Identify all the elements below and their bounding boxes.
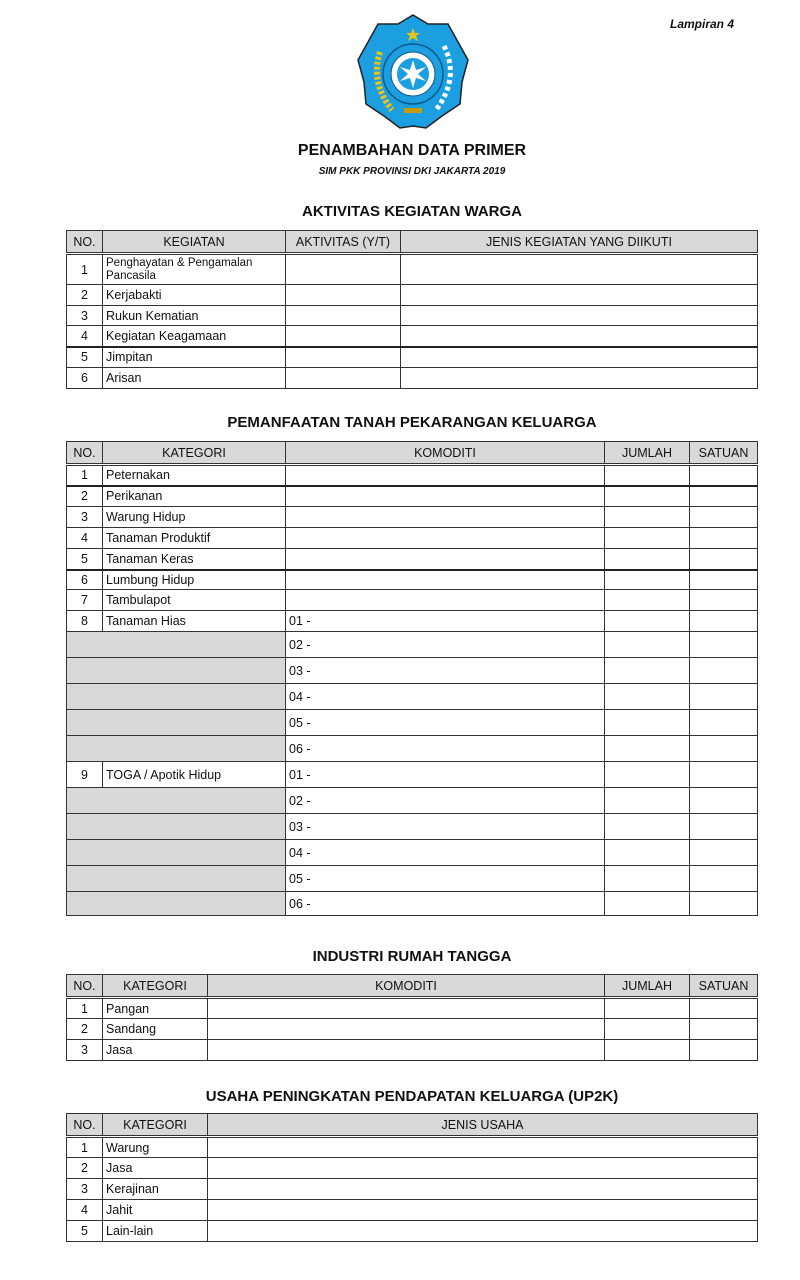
input-cell[interactable]	[690, 866, 758, 892]
table-row	[67, 840, 758, 866]
column-header: JENIS USAHA	[208, 1114, 758, 1137]
input-cell[interactable]	[286, 570, 605, 590]
row-number: 5	[67, 549, 103, 570]
column-header: KEGIATAN	[103, 231, 286, 254]
table-row	[67, 570, 758, 590]
input-cell[interactable]	[286, 285, 401, 306]
table-row	[67, 306, 758, 326]
pkk-logo	[356, 12, 470, 132]
row-label: Tanaman Produktif	[103, 528, 286, 549]
table-row	[67, 465, 758, 486]
table-row	[67, 1158, 758, 1179]
merged-gray-cell	[67, 892, 286, 916]
input-cell[interactable]	[286, 549, 605, 570]
table-row	[67, 684, 758, 710]
input-cell[interactable]	[605, 632, 690, 658]
input-cell[interactable]	[605, 611, 690, 632]
input-cell[interactable]	[690, 840, 758, 866]
input-cell[interactable]	[690, 892, 758, 916]
row-number: 6	[67, 368, 103, 389]
row-number: 6	[67, 570, 103, 590]
up2k-table	[66, 1113, 758, 1242]
table-row	[67, 1221, 758, 1242]
row-label: Tanaman Keras	[103, 549, 286, 570]
input-cell: 03 -	[286, 814, 605, 840]
table-row	[67, 254, 758, 285]
column-header: KATEGORI	[103, 975, 208, 998]
input-cell[interactable]	[286, 465, 605, 486]
input-cell[interactable]	[690, 684, 758, 710]
row-label: Warung	[103, 1137, 208, 1158]
merged-gray-cell	[67, 710, 286, 736]
table-row	[67, 736, 758, 762]
row-number: 4	[67, 1200, 103, 1221]
input-cell: 01 -	[286, 762, 605, 788]
column-header: AKTIVITAS (Y/T)	[286, 231, 401, 254]
input-cell[interactable]	[401, 347, 758, 368]
input-cell[interactable]	[690, 528, 758, 549]
input-cell[interactable]	[690, 632, 758, 658]
column-header: SATUAN	[690, 442, 758, 465]
table-row	[67, 368, 758, 389]
table-header-row	[67, 975, 758, 998]
column-header: JUMLAH	[605, 442, 690, 465]
row-number: 2	[67, 486, 103, 507]
input-cell[interactable]	[605, 814, 690, 840]
row-label: Lumbung Hidup	[103, 570, 286, 590]
column-header: JENIS KEGIATAN YANG DIIKUTI	[401, 231, 758, 254]
input-cell[interactable]	[401, 254, 758, 285]
input-cell[interactable]	[208, 1221, 758, 1242]
input-cell[interactable]	[605, 528, 690, 549]
row-label: Kerajinan	[103, 1179, 208, 1200]
section-title-aktivitas: AKTIVITAS KEGIATAN WARGA	[302, 203, 522, 220]
column-header: KOMODITI	[286, 442, 605, 465]
input-cell[interactable]	[605, 710, 690, 736]
row-label: TOGA / Apotik Hidup	[103, 762, 286, 788]
page-subtitle: SIM PKK PROVINSI DKI JAKARTA 2019	[318, 166, 506, 177]
input-cell[interactable]	[690, 507, 758, 528]
input-cell[interactable]	[605, 570, 690, 590]
input-cell[interactable]	[605, 762, 690, 788]
input-cell[interactable]	[605, 507, 690, 528]
input-cell[interactable]	[605, 549, 690, 570]
row-label: Jahit	[103, 1200, 208, 1221]
input-cell: 06 -	[286, 892, 605, 916]
input-cell[interactable]	[286, 347, 401, 368]
input-cell[interactable]	[690, 1019, 758, 1040]
input-cell[interactable]	[690, 710, 758, 736]
input-cell[interactable]	[690, 486, 758, 507]
row-number: 7	[67, 590, 103, 611]
row-number: 5	[67, 347, 103, 368]
row-label: Rukun Kematian	[103, 306, 286, 326]
table-row	[67, 892, 758, 916]
table-header-row	[67, 231, 758, 254]
input-cell[interactable]	[690, 788, 758, 814]
row-number: 8	[67, 611, 103, 632]
row-label: Jasa	[103, 1040, 208, 1061]
row-number: 1	[67, 1137, 103, 1158]
merged-gray-cell	[67, 814, 286, 840]
input-cell[interactable]	[208, 1179, 758, 1200]
table-row	[67, 326, 758, 347]
page-title: PENAMBAHAN DATA PRIMER	[297, 142, 527, 159]
input-cell: 02 -	[286, 788, 605, 814]
row-number: 2	[67, 285, 103, 306]
input-cell[interactable]	[401, 368, 758, 389]
table-row	[67, 1019, 758, 1040]
input-cell: 05 -	[286, 710, 605, 736]
merged-gray-cell	[67, 632, 286, 658]
table-row	[67, 1200, 758, 1221]
input-cell[interactable]	[605, 658, 690, 684]
column-header: NO.	[67, 975, 103, 998]
table-row	[67, 611, 758, 632]
input-cell[interactable]	[690, 611, 758, 632]
input-cell[interactable]	[605, 684, 690, 710]
input-cell[interactable]	[208, 1040, 605, 1061]
table-row	[67, 590, 758, 611]
table-row	[67, 998, 758, 1019]
table-row	[67, 710, 758, 736]
column-header: NO.	[67, 1114, 103, 1137]
input-cell[interactable]	[690, 814, 758, 840]
row-label: Perikanan	[103, 486, 286, 507]
table-header-row	[67, 1114, 758, 1137]
input-cell[interactable]	[690, 658, 758, 684]
input-cell[interactable]	[690, 590, 758, 611]
input-cell[interactable]	[286, 590, 605, 611]
table-row	[67, 866, 758, 892]
input-cell[interactable]	[605, 465, 690, 486]
input-cell[interactable]	[690, 1040, 758, 1061]
input-cell[interactable]	[401, 306, 758, 326]
input-cell: 04 -	[286, 684, 605, 710]
input-cell[interactable]	[605, 590, 690, 611]
merged-gray-cell	[67, 736, 286, 762]
input-cell[interactable]	[605, 1040, 690, 1061]
row-number: 5	[67, 1221, 103, 1242]
row-label: Kerjabakti	[103, 285, 286, 306]
column-header: NO.	[67, 442, 103, 465]
industri-table	[66, 974, 758, 1061]
input-cell: 06 -	[286, 736, 605, 762]
table-row	[67, 549, 758, 570]
table-row	[67, 814, 758, 840]
merged-gray-cell	[67, 684, 286, 710]
input-cell[interactable]	[401, 326, 758, 347]
row-label: Jimpitan	[103, 347, 286, 368]
row-number: 9	[67, 762, 103, 788]
input-cell[interactable]	[690, 998, 758, 1019]
section-title-pekarangan: PEMANFAATAN TANAH PEKARANGAN KELUARGA	[227, 414, 597, 431]
input-cell[interactable]	[605, 840, 690, 866]
input-cell[interactable]	[208, 1200, 758, 1221]
row-label: Warung Hidup	[103, 507, 286, 528]
input-cell[interactable]	[208, 1137, 758, 1158]
table-row	[67, 1040, 758, 1061]
input-cell[interactable]	[401, 285, 758, 306]
input-cell[interactable]	[286, 486, 605, 507]
table-row	[67, 1179, 758, 1200]
row-label: Kegiatan Keagamaan	[103, 326, 286, 347]
table-row	[67, 486, 758, 507]
input-cell[interactable]	[605, 788, 690, 814]
input-cell[interactable]	[605, 998, 690, 1019]
table-row	[67, 507, 758, 528]
column-header: NO.	[67, 231, 103, 254]
input-cell: 01 -	[286, 611, 605, 632]
column-header: JUMLAH	[605, 975, 690, 998]
row-number: 3	[67, 1040, 103, 1061]
column-header: SATUAN	[690, 975, 758, 998]
input-cell[interactable]	[208, 1019, 605, 1040]
input-cell[interactable]	[690, 570, 758, 590]
column-header: KOMODITI	[208, 975, 605, 998]
input-cell[interactable]	[286, 528, 605, 549]
row-number: 2	[67, 1158, 103, 1179]
row-label: Peternakan	[103, 465, 286, 486]
row-number: 1	[67, 465, 103, 486]
input-cell[interactable]	[690, 736, 758, 762]
table-header-row	[67, 442, 758, 465]
row-label: Sandang	[103, 1019, 208, 1040]
input-cell[interactable]	[690, 549, 758, 570]
merged-gray-cell	[67, 840, 286, 866]
column-header: KATEGORI	[103, 442, 286, 465]
input-cell[interactable]	[286, 254, 401, 285]
input-cell[interactable]	[286, 507, 605, 528]
merged-gray-cell	[67, 658, 286, 684]
table-row	[67, 285, 758, 306]
row-label: Pangan	[103, 998, 208, 1019]
pekarangan-table	[66, 441, 758, 916]
aktivitas-kegiatan-table	[66, 230, 758, 389]
table-row	[67, 1137, 758, 1158]
table-row	[67, 347, 758, 368]
row-number: 3	[67, 1179, 103, 1200]
input-cell[interactable]	[605, 866, 690, 892]
row-number: 3	[67, 306, 103, 326]
section-title-industri: INDUSTRI RUMAH TANGGA	[312, 948, 512, 965]
input-cell[interactable]	[286, 306, 401, 326]
row-number: 4	[67, 326, 103, 347]
table-row	[67, 528, 758, 549]
merged-gray-cell	[67, 866, 286, 892]
table-row	[67, 632, 758, 658]
row-number: 3	[67, 507, 103, 528]
input-cell[interactable]	[690, 762, 758, 788]
input-cell: 02 -	[286, 632, 605, 658]
row-label: Arisan	[103, 368, 286, 389]
input-cell[interactable]	[286, 368, 401, 389]
merged-gray-cell	[67, 788, 286, 814]
input-cell[interactable]	[605, 486, 690, 507]
row-label: Tambulapot	[103, 590, 286, 611]
column-header: KATEGORI	[103, 1114, 208, 1137]
input-cell[interactable]	[605, 1019, 690, 1040]
section-title-up2k: USAHA PENINGKATAN PENDAPATAN KELUARGA (UP2K)	[205, 1088, 619, 1105]
input-cell: 05 -	[286, 866, 605, 892]
table-row	[67, 788, 758, 814]
row-number: 2	[67, 1019, 103, 1040]
table-row	[67, 658, 758, 684]
input-cell[interactable]	[286, 326, 401, 347]
row-label: Jasa	[103, 1158, 208, 1179]
input-cell[interactable]	[605, 736, 690, 762]
input-cell[interactable]	[208, 1158, 758, 1179]
input-cell[interactable]	[605, 892, 690, 916]
input-cell[interactable]	[690, 465, 758, 486]
input-cell: 03 -	[286, 658, 605, 684]
input-cell[interactable]	[208, 998, 605, 1019]
attachment-label: Lampiran 4	[670, 17, 735, 31]
input-cell: 04 -	[286, 840, 605, 866]
row-number: 1	[67, 254, 103, 285]
row-number: 1	[67, 998, 103, 1019]
row-number: 4	[67, 528, 103, 549]
row-label: Tanaman Hias	[103, 611, 286, 632]
row-label: Lain-lain	[103, 1221, 208, 1242]
row-label: Penghayatan & Pengamalan Pancasila	[103, 254, 286, 285]
table-row	[67, 762, 758, 788]
